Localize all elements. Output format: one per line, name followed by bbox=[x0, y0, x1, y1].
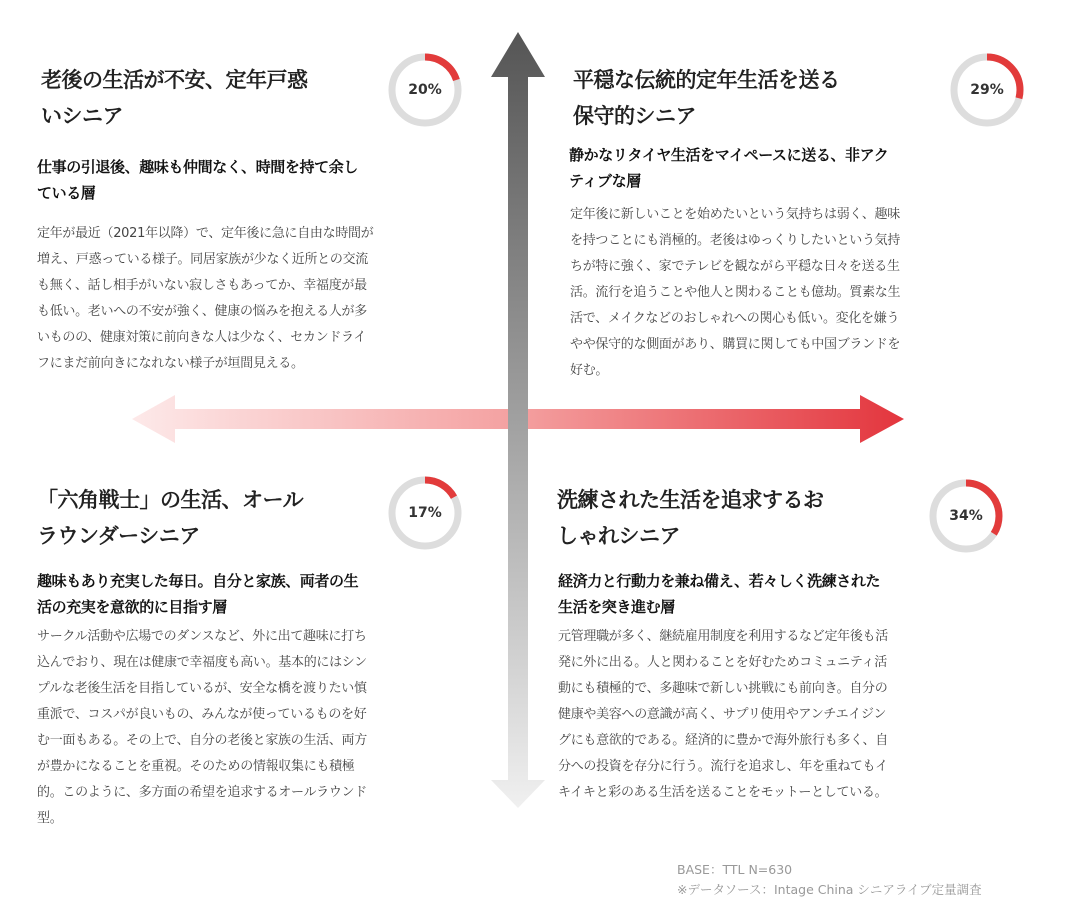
donut-chart-top-left bbox=[386, 51, 464, 129]
donut-percent-label: 17% bbox=[408, 505, 442, 521]
quadrant-title-top-left: 老後の生活が不安、定年戸惑 いシニア bbox=[41, 68, 308, 128]
quadrant-title-top-right: 平穏な伝統的定年生活を送る 保守的シニア bbox=[573, 68, 840, 128]
quadrant-subtitle-bottom-right: 経済力と行動力を兼ね備え、若々しく洗練された 生活を突き進む層 bbox=[558, 572, 881, 616]
donut-chart-bottom-right bbox=[927, 477, 1005, 555]
base-sample-size: BASE：TTL N=630 bbox=[677, 862, 793, 877]
quadrant-subtitle-top-right: 静かなリタイヤ生活をマイペースに送る、非アク ティブな層 bbox=[569, 146, 889, 190]
quadrant-title-bottom-right: 洗練された生活を追求するお しゃれシニア bbox=[557, 488, 824, 548]
quadrant-subtitle-bottom-left: 趣味もあり充実した毎日。自分と家族、両者の生 活の充実を意欲的に目指す層 bbox=[37, 572, 359, 616]
donut-chart-top-right bbox=[948, 51, 1026, 129]
donut-chart-bottom-left bbox=[386, 474, 464, 552]
quadrant-description-top-left: 定年が最近（2021年以降）で、定年後に急に自由な時間が 増え、戸惑っている様子。同居家族が少なく近所との交流 も無く、話し相手がいない寂しさもあってか、幸福度が最 も低い。老いへの不安が強く、健康の悩みを抱える人が多 いものの、健康対策に前向きな人は少なく、セカンドライ フにまだ前向きになれない様子が垣間見える。 bbox=[37, 226, 374, 371]
donut-percent-label: 20% bbox=[408, 82, 442, 98]
data-source: ※データソース：Intage China シニアライブ定量調査 bbox=[677, 882, 982, 897]
quadrant-title-bottom-left: 「六角戦士」の生活、オール ラウンダーシニア bbox=[37, 488, 304, 548]
quadrant-subtitle-top-left: 仕事の引退後、趣味も仲間なく、時間を持て余し ている層 bbox=[37, 158, 358, 202]
donut-percent-label: 34% bbox=[949, 508, 983, 524]
quadrant-description-bottom-left: サークル活動や広場でのダンスなど、外に出て趣味に打ち 込んでおり、現在は健康で幸福度も高い。基本的にはシン プルな老後生活を目指しているが、安全な橋を渡りたい慎 重派で、コスパが良いもの、みんなが使っているものを好 む一面もある。その上で、自分の老後と家族の生活、両方 が豊かになることを重視。そのための情報収集にも積極 的。このように、多方面の希望を追求するオールラウンド 型。 bbox=[37, 629, 367, 826]
donut-percent-label: 29% bbox=[970, 82, 1004, 98]
quadrant-description-bottom-right: 元管理職が多く、継続雇用制度を利用するなど定年後も活 発に外に出る。人と関わることを好むためコミュニティ活 動にも積極的で、多趣味で新しい挑戦にも前向き。自分の 健康や美容への意識が高く、サプリ使用やアンチエイジン グにも意欲的である。経済的に豊かで海外旅行も多く、自 分への投資を存分に行う。流行を追求し、年を重ねてもイ キイキと彩のある生活を送ることをモットーとしている。 bbox=[558, 629, 888, 800]
quadrant-description-top-right: 定年後に新しいことを始めたいという気持ちは弱く、趣味 を持つことにも消極的。老後はゆっくりしたいという気持 ちが特に強く、家でテレビを観ながら平穏な日々を送る生 活。流行を追うことや他人と関わることも億劫。質素な生 活で、メイクなどのおしゃれへの関心も低い。変化を嫌う やや保守的な側面があり、購買に関しても中国ブランドを 好む。 bbox=[570, 207, 901, 378]
data-source-note bbox=[677, 860, 982, 900]
